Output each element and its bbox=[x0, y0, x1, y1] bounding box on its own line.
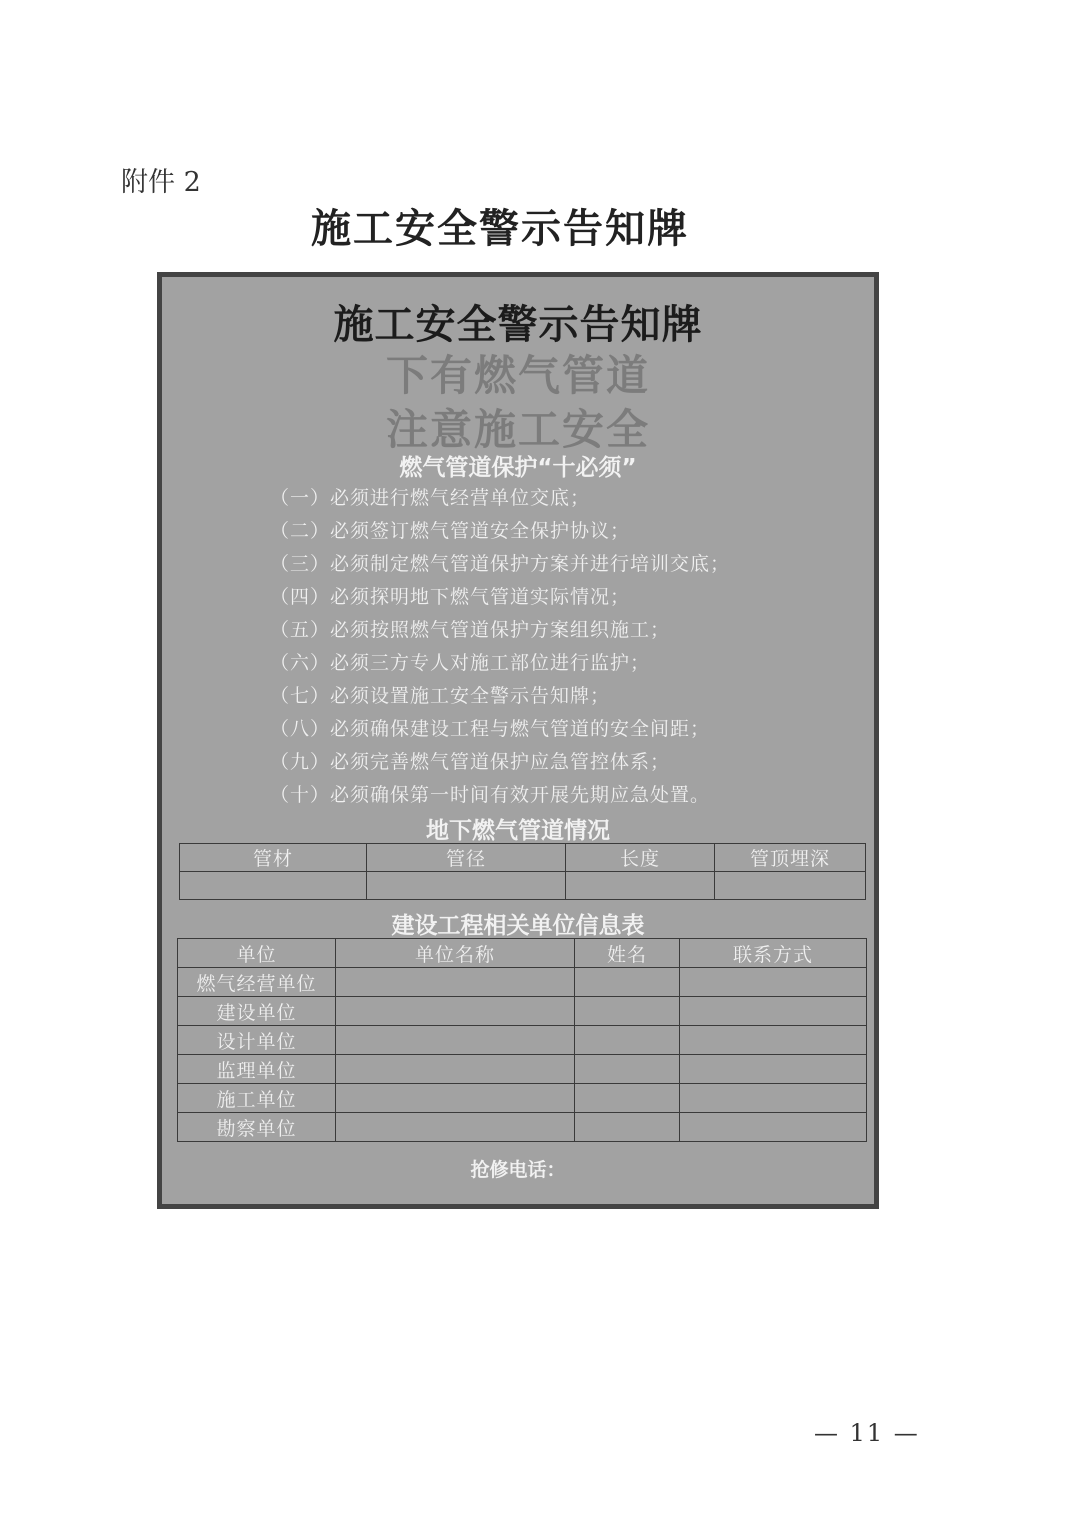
column-header: 长度 bbox=[566, 844, 715, 872]
table-row bbox=[178, 1084, 867, 1113]
rule-item: （九）必须完善燃气管道保护应急管控体系； bbox=[270, 751, 671, 773]
column-header: 联系方式 bbox=[680, 939, 867, 968]
empty-cell bbox=[180, 872, 367, 900]
empty-cell bbox=[680, 1026, 867, 1055]
empty-cell bbox=[336, 1084, 575, 1113]
unit-label: 设计单位 bbox=[178, 1026, 336, 1055]
rules-heading: 燃气管道保护“十必须” bbox=[399, 455, 637, 481]
rule-item: （六）必须三方专人对施工部位进行监护； bbox=[270, 652, 651, 674]
unit-label: 建设单位 bbox=[178, 997, 336, 1026]
rule-item: （二）必须签订燃气管道安全保护协议； bbox=[270, 520, 631, 542]
rules-list bbox=[270, 482, 730, 812]
unit-label: 施工单位 bbox=[178, 1084, 336, 1113]
table-row bbox=[178, 1026, 867, 1055]
empty-cell bbox=[575, 1055, 680, 1084]
empty-cell bbox=[367, 872, 566, 900]
empty-cell bbox=[575, 1026, 680, 1055]
hotline-label: 抢修电话： bbox=[470, 1159, 566, 1181]
rule-item: （四）必须探明地下燃气管道实际情况； bbox=[270, 586, 631, 608]
table-row bbox=[178, 1055, 867, 1084]
warning-sign bbox=[157, 272, 879, 1209]
attachment-label: 附件 2 bbox=[121, 167, 201, 198]
unit-label: 燃气经营单位 bbox=[178, 968, 336, 997]
column-header: 管顶埋深 bbox=[715, 844, 866, 872]
units-heading: 建设工程相关单位信息表 bbox=[391, 913, 645, 939]
table-row bbox=[178, 1113, 867, 1142]
sign-title: 施工安全警示告知牌 bbox=[333, 301, 703, 348]
empty-cell bbox=[680, 1084, 867, 1113]
page-title: 施工安全警示告知牌 bbox=[311, 205, 689, 252]
rule-item: （一）必须进行燃气经营单位交底； bbox=[270, 487, 591, 509]
pipe-heading: 地下燃气管道情况 bbox=[426, 818, 610, 844]
empty-cell bbox=[680, 968, 867, 997]
empty-cell bbox=[715, 872, 866, 900]
rule-item: （十）必须确保第一时间有效开展先期应急处置。 bbox=[270, 784, 711, 806]
column-header: 姓名 bbox=[575, 939, 680, 968]
pipe-table bbox=[179, 843, 866, 900]
empty-cell bbox=[566, 872, 715, 900]
table-header-row bbox=[180, 844, 866, 872]
empty-cell bbox=[575, 1084, 680, 1113]
rule-item: （八）必须确保建设工程与燃气管道的安全间距； bbox=[270, 718, 711, 740]
column-header: 单位 bbox=[178, 939, 336, 968]
empty-cell bbox=[575, 997, 680, 1026]
column-header: 管径 bbox=[367, 844, 566, 872]
rule-item: （三）必须制定燃气管道保护方案并进行培训交底； bbox=[270, 553, 731, 575]
empty-cell bbox=[336, 1026, 575, 1055]
table-row bbox=[178, 997, 867, 1026]
column-header: 管材 bbox=[180, 844, 367, 872]
column-header: 单位名称 bbox=[336, 939, 575, 968]
table-row bbox=[180, 872, 866, 900]
empty-cell bbox=[680, 997, 867, 1026]
units-table bbox=[177, 938, 867, 1142]
empty-cell bbox=[336, 1055, 575, 1084]
empty-cell bbox=[680, 1055, 867, 1084]
unit-label: 勘察单位 bbox=[178, 1113, 336, 1142]
table-header-row bbox=[178, 939, 867, 968]
empty-cell bbox=[336, 997, 575, 1026]
rule-item: （五）必须按照燃气管道保护方案组织施工； bbox=[270, 619, 671, 641]
empty-cell bbox=[575, 968, 680, 997]
empty-cell bbox=[336, 1113, 575, 1142]
table-row bbox=[178, 968, 867, 997]
empty-cell bbox=[336, 968, 575, 997]
warning-line-1: 下有燃气管道 bbox=[385, 351, 650, 400]
empty-cell bbox=[680, 1113, 867, 1142]
page-number: — 11 — bbox=[814, 1419, 920, 1447]
empty-cell bbox=[575, 1113, 680, 1142]
rule-item: （七）必须设置施工安全警示告知牌； bbox=[270, 685, 611, 707]
warning-line-2: 注意施工安全 bbox=[385, 405, 650, 454]
unit-label: 监理单位 bbox=[178, 1055, 336, 1084]
